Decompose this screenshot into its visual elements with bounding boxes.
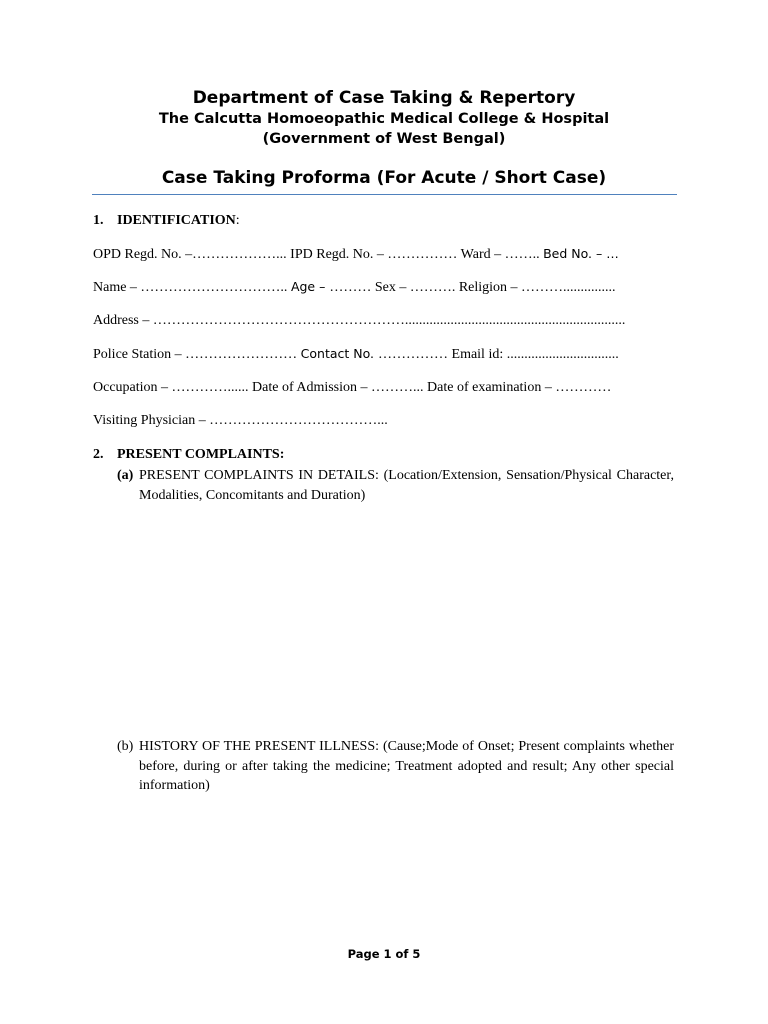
- form-title: Case Taking Proforma (For Acute / Short Case): [161, 168, 607, 188]
- government-heading: (Government of West Bengal): [262, 131, 506, 147]
- regd-numbers-text: OPD Regd. No. –………………... IPD Regd. No. – …………… Ward – ……..: [93, 247, 544, 262]
- title-divider: [92, 194, 677, 195]
- identification-line-regd: [93, 246, 619, 263]
- subsection-a-label: (a): [117, 468, 134, 483]
- identification-line-contact: [93, 346, 619, 363]
- subsection-a: [117, 466, 674, 505]
- subsection-b: [117, 737, 674, 796]
- section-colon: :: [235, 213, 240, 228]
- bed-no-text: Bed No. – …: [543, 246, 619, 261]
- identification-line-occupation: Occupation – …………...... Date of Admission – ………... Date of examination – …………: [93, 380, 612, 395]
- section-number: 1.: [93, 213, 104, 228]
- identification-line-address: Address – ………………………………………………...............................................................: [93, 313, 626, 328]
- age-label: Age –: [290, 279, 330, 294]
- police-station-text: Police Station – ……………………: [93, 347, 301, 362]
- email-text: …………… Email id: ................................: [378, 347, 619, 362]
- name-field-text: Name – …………………………..: [93, 280, 291, 295]
- sex-religion-text: ……… Sex – ………. Religion – ………...............: [329, 280, 616, 295]
- section-present-complaints-heading: [93, 447, 284, 463]
- subsection-b-text: HISTORY OF THE PRESENT ILLNESS: (Cause;Mode of Onset; Present complaints whether before, during or after taking the medicine; Treatment adopted and result; Any other special information): [139, 739, 674, 793]
- contact-no-label: Contact No.: [300, 346, 379, 361]
- subsection-b-label: (b): [117, 739, 134, 754]
- identification-line-name: [93, 279, 616, 296]
- department-heading: Department of Case Taking & Repertory: [192, 88, 576, 108]
- college-heading: The Calcutta Homoeopathic Medical College & Hospital: [158, 111, 610, 127]
- section-identification-heading: [93, 213, 240, 229]
- section-title: IDENTIFICATION: [117, 213, 236, 228]
- page-number: Page 1 of 5: [347, 947, 421, 961]
- section-title: PRESENT COMPLAINTS:: [117, 447, 285, 462]
- identification-line-physician: Visiting Physician – ………………………………...: [93, 413, 388, 428]
- section-number: 2.: [93, 447, 104, 462]
- subsection-a-text: PRESENT COMPLAINTS IN DETAILS: (Location/Extension, Sensation/Physical Character, Modalities, Concomitants and Duration): [139, 468, 674, 503]
